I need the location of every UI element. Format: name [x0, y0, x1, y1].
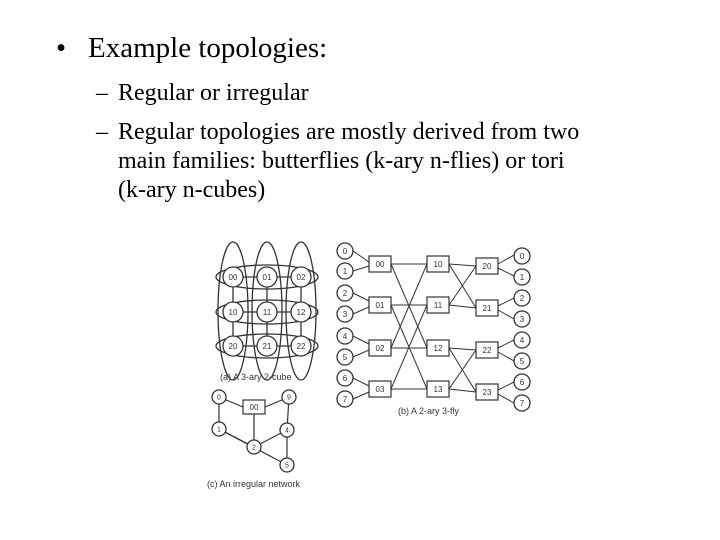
fly-stage3-switch-label: 20: [482, 261, 492, 271]
torus-node: [257, 336, 277, 356]
fly-link: [353, 392, 369, 399]
irregular-node: [212, 422, 226, 436]
fly-output-node-label: 2: [519, 293, 525, 303]
torus-node: [223, 336, 243, 356]
fly-output-node-label: 0: [519, 251, 525, 261]
butterfly-caption: (b) A 2-ary 3-fly: [398, 406, 460, 416]
fly-link: [449, 264, 476, 266]
torus-node-label: 00: [228, 272, 238, 282]
fly-output-node-label: 3: [519, 314, 525, 324]
fly-stage1-switch: [369, 297, 391, 313]
fly-link: [353, 350, 369, 357]
irregular-caption: (c) An irregular network: [207, 479, 301, 489]
fly-output-node-label: 1: [519, 272, 525, 282]
fly-stage2-switch: [427, 256, 449, 272]
fly-link: [353, 307, 369, 314]
torus-node-label: 22: [296, 341, 306, 351]
torus-node: [291, 302, 311, 322]
torus-node-label: 01: [262, 272, 272, 282]
fly-input-node: [337, 306, 353, 322]
fly-stage3-switch-label: 23: [482, 387, 492, 397]
fly-input-node-label: 6: [342, 373, 348, 383]
fly-link: [498, 352, 514, 361]
fly-stage3-switch: [476, 300, 498, 316]
irregular-node: [247, 440, 261, 454]
sub-item-2-line-3: (k-ary n-cubes): [118, 177, 266, 203]
fly-link: [498, 310, 514, 319]
fly-stage1-switch: [369, 340, 391, 356]
fly-stage3-switch-label: 22: [482, 345, 492, 355]
irregular-switch: [243, 400, 265, 414]
fly-link: [498, 340, 514, 348]
fly-stage3-switch: [476, 384, 498, 400]
fly-output-node: [514, 269, 530, 285]
fly-input-node: [337, 349, 353, 365]
fly-stage2-switch-label: 12: [433, 343, 443, 353]
fly-link: [353, 293, 369, 301]
fly-output-node-label: 4: [519, 335, 525, 345]
irregular-node-label: 5: [285, 462, 289, 470]
fly-link: [498, 298, 514, 306]
irregular-node: [280, 458, 294, 472]
fly-input-node-label: 2: [342, 288, 348, 298]
fly-input-node-label: 5: [342, 352, 348, 362]
fly-link: [498, 382, 514, 390]
torus-node-label: 20: [228, 341, 238, 351]
fly-input-node: [337, 285, 353, 301]
torus-node-label: 12: [296, 307, 306, 317]
fly-link: [449, 389, 476, 392]
fly-input-node-label: 3: [342, 309, 348, 319]
torus-node: [257, 267, 277, 287]
torus-node: [291, 267, 311, 287]
fly-output-node-label: 5: [519, 356, 525, 366]
fly-output-node: [514, 353, 530, 369]
fly-output-node: [514, 395, 530, 411]
irregular-node-label: 0: [217, 394, 221, 402]
fly-output-node-label: 7: [519, 398, 525, 408]
bullet-marker: •: [56, 32, 67, 64]
fly-link: [498, 268, 514, 276]
irregular-node-label: 2: [252, 444, 256, 452]
fly-link: [449, 350, 476, 389]
torus-node-label: 21: [262, 341, 272, 351]
fly-input-node-label: 7: [342, 394, 348, 404]
fly-link: [353, 266, 369, 271]
sub-item-1-text: Regular or irregular: [118, 80, 309, 106]
bullet-text: Example topologies:: [88, 32, 328, 64]
torus-node: [291, 336, 311, 356]
torus-node-label: 11: [262, 307, 272, 317]
fly-input-node: [337, 328, 353, 344]
sub-item-2-line-1: Regular topologies are mostly derived from two: [118, 119, 580, 145]
fly-link: [353, 378, 369, 386]
fly-input-node-label: 4: [342, 331, 348, 341]
irregular-switch-label: 00: [249, 402, 259, 412]
torus-node-label: 02: [296, 272, 306, 282]
fly-input-node: [337, 263, 353, 279]
fly-stage2-switch: [427, 381, 449, 397]
fly-stage3-switch-label: 21: [482, 303, 492, 313]
torus-node-label: 10: [228, 307, 238, 317]
fly-link: [449, 266, 476, 305]
fly-stage1-switch-label: 00: [375, 259, 385, 269]
fly-link: [498, 255, 514, 264]
fly-output-node: [514, 248, 530, 264]
irregular-node: [282, 390, 296, 404]
fly-input-node: [337, 370, 353, 386]
fly-input-node: [337, 243, 353, 259]
fly-stage2-switch-label: 13: [433, 384, 443, 394]
irregular-node: [212, 390, 226, 404]
torus-node: [257, 302, 277, 322]
fly-stage2-switch: [427, 340, 449, 356]
fly-stage2-switch-label: 10: [433, 259, 443, 269]
fly-link: [498, 394, 514, 403]
fly-stage3-switch: [476, 258, 498, 274]
butterfly-nodes: [337, 243, 530, 411]
fly-stage1-switch-label: 02: [375, 343, 385, 353]
fly-output-node-label: 6: [519, 377, 525, 387]
fly-stage1-switch: [369, 381, 391, 397]
irregular-node-label: 9: [287, 394, 291, 402]
fly-input-node-label: 1: [342, 266, 348, 276]
sub-item-2-line-2: main families: butterflies (k-ary n-flies) or tori: [118, 148, 565, 174]
irregular-node: [280, 423, 294, 437]
fly-stage2-switch: [427, 297, 449, 313]
irregular-node-label: 4: [285, 427, 289, 435]
fly-link: [449, 305, 476, 308]
fly-input-node: [337, 391, 353, 407]
fly-output-node: [514, 374, 530, 390]
fly-stage1-switch-label: 01: [375, 300, 385, 310]
fly-output-node: [514, 332, 530, 348]
fly-link: [353, 336, 369, 344]
fly-stage1-switch-label: 03: [375, 384, 385, 394]
torus-node: [223, 267, 243, 287]
fly-stage3-switch: [476, 342, 498, 358]
irregular-node-label: 1: [217, 426, 221, 434]
fly-link: [353, 251, 369, 262]
fly-input-node-label: 0: [342, 246, 348, 256]
dash-marker: –: [96, 119, 108, 145]
torus-node: [223, 302, 243, 322]
fly-stage2-switch-label: 11: [433, 300, 443, 310]
fly-output-node: [514, 311, 530, 327]
torus-caption: (a) A 3-ary 2-cube: [220, 372, 292, 382]
fly-stage1-switch: [369, 256, 391, 272]
fly-output-node: [514, 290, 530, 306]
dash-marker: –: [96, 80, 108, 106]
fly-link: [449, 348, 476, 350]
torus-nodes: [223, 267, 311, 356]
